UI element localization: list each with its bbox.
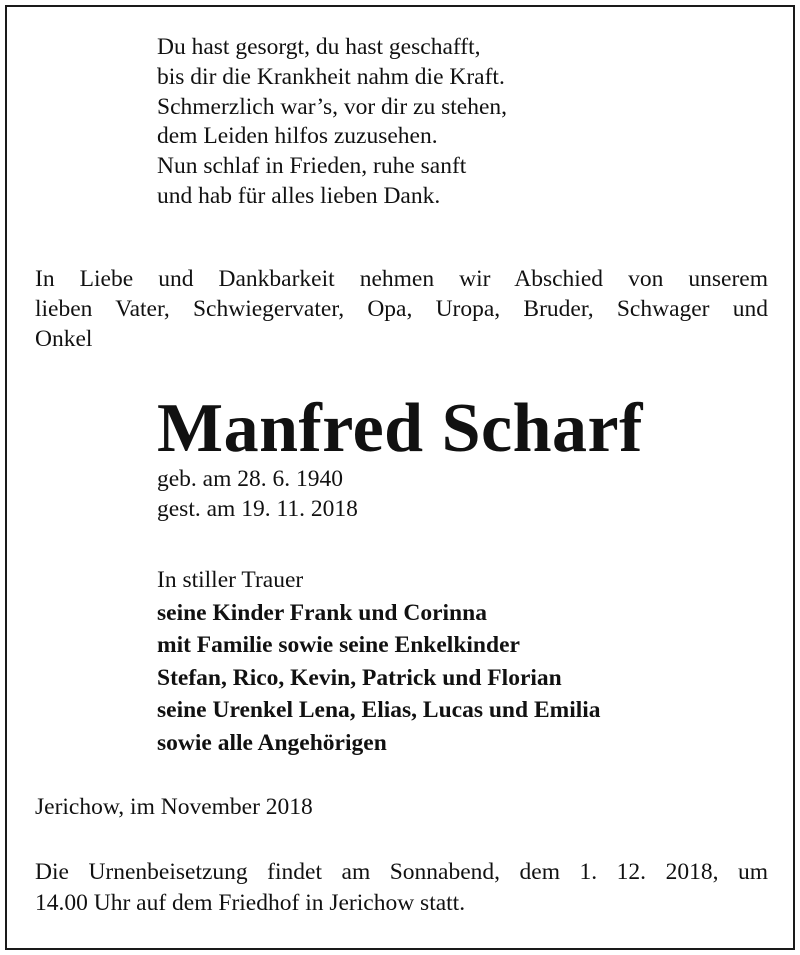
- mourner-line: Stefan, Rico, Kevin, Patrick und Florian: [157, 664, 562, 691]
- mourner-line: seine Urenkel Lena, Elias, Lucas und Emilia: [157, 697, 601, 723]
- burial-line: 14.00 Uhr auf dem Friedhof in Jerichow statt.: [35, 890, 466, 916]
- mourners-heading: In stiller Trauer: [157, 567, 304, 593]
- obituary-notice: [5, 5, 795, 950]
- mourners: [157, 564, 601, 759]
- poem-line: und hab für alles lieben Dank.: [157, 182, 441, 209]
- poem: [157, 33, 507, 212]
- farewell-line: Onkel: [35, 326, 93, 352]
- burial-line: Die Urnenbeisetzung findet am Sonnabend, dem 1. 12. 2018, um: [35, 859, 768, 885]
- poem-line: Du hast gesorgt, du hast geschafft,: [157, 34, 481, 60]
- mourner-line: seine Kinder Frank und Corinna: [157, 599, 487, 626]
- poem-line: bis dir die Krankheit nahm die Kraft.: [157, 63, 505, 90]
- farewell-line: In Liebe und Dankbarkeit nehmen wir Abschied von unserem: [35, 266, 768, 292]
- mourner-line: mit Familie sowie seine Enkelkinder: [157, 632, 520, 658]
- poem-line: Schmerzlich war’s, vor dir zu stehen,: [157, 93, 507, 120]
- poem-line: dem Leiden hilfos zuzusehen.: [157, 123, 438, 150]
- birth-date: geb. am 28. 6. 1940: [157, 466, 344, 492]
- death-date: gest. am 19. 11. 2018: [157, 496, 358, 522]
- poem-line: Nun schlaf in Frieden, ruhe sanft: [157, 153, 467, 180]
- life-dates: [157, 464, 358, 524]
- mourner-line: sowie alle Angehörigen: [157, 729, 387, 756]
- deceased-name: Manfred Scharf: [157, 390, 643, 467]
- farewell-line: lieben Vater, Schwiegervater, Opa, Uropa, Bruder, Schwager und: [35, 296, 768, 322]
- place-and-date: Jerichow, im November 2018: [35, 794, 313, 820]
- farewell-text: [35, 264, 768, 354]
- burial-info: [35, 857, 768, 919]
